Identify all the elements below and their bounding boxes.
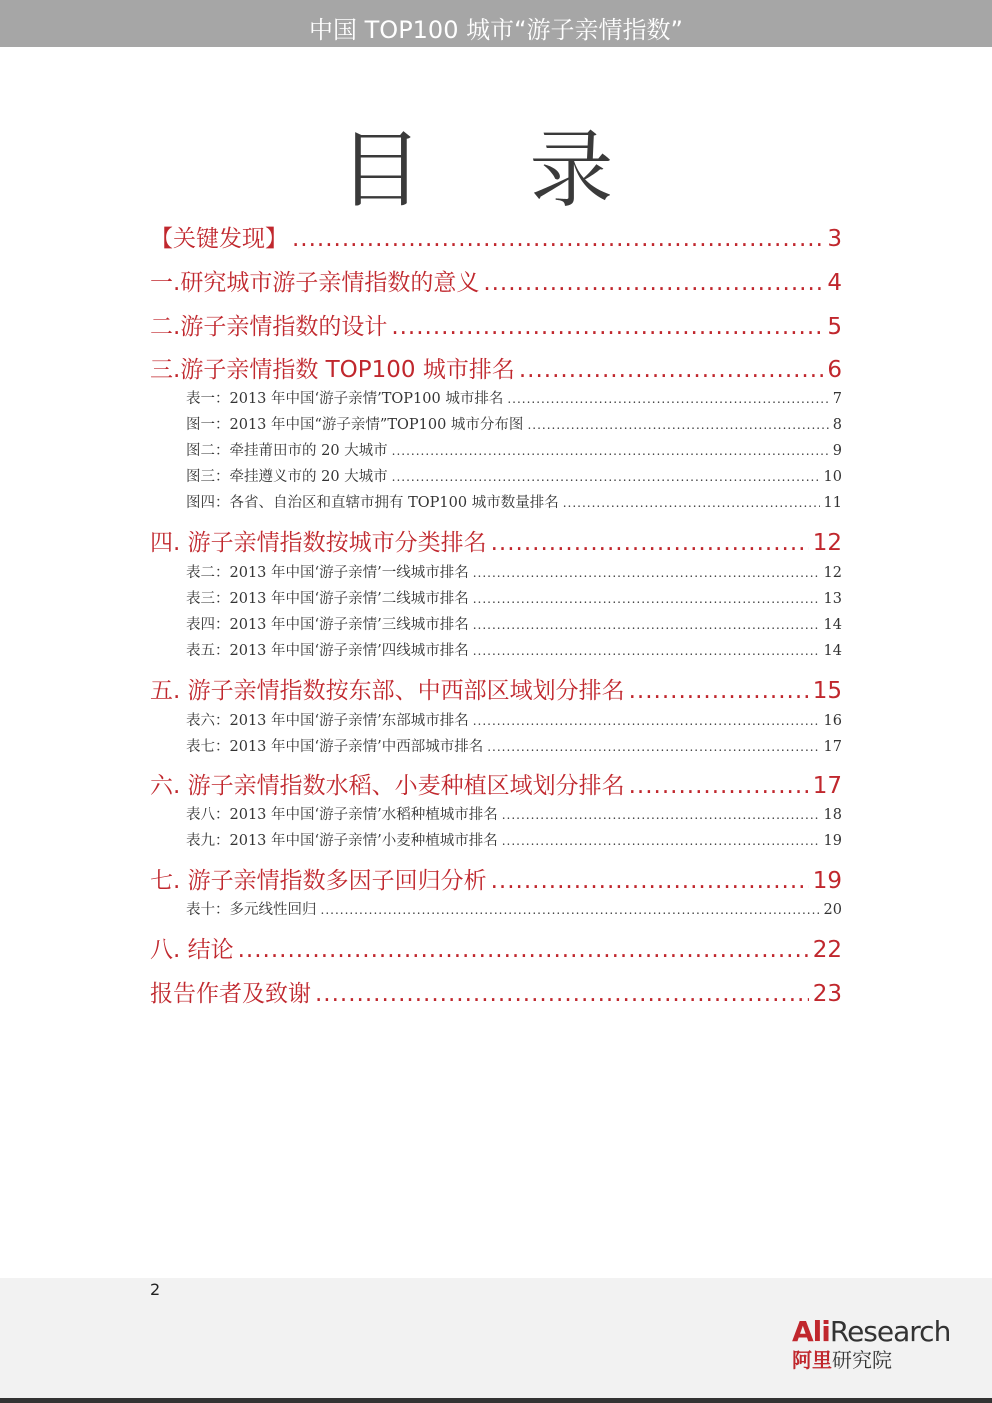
toc-page-number: 14 bbox=[823, 643, 842, 659]
toc-page-number: 18 bbox=[823, 807, 842, 823]
toc-subentry[interactable] bbox=[186, 899, 842, 921]
toc-page-number: 13 bbox=[823, 591, 842, 607]
toc-chapter-entry[interactable] bbox=[150, 310, 842, 344]
toc-dot-leader bbox=[392, 466, 820, 488]
toc-dot-leader bbox=[473, 614, 820, 636]
toc-dot-leader bbox=[238, 933, 809, 967]
toc-dot-leader bbox=[502, 830, 820, 852]
toc-entry-title: 四. 游子亲情指数按城市分类排名 bbox=[150, 530, 487, 556]
toc-entry-number: 三. bbox=[150, 357, 181, 383]
toc-page-number: 20 bbox=[823, 902, 842, 918]
toc-chapter-entry[interactable] bbox=[150, 864, 842, 898]
toc-entry-title: 六. 游子亲情指数水稻、小麦种植区域划分排名 bbox=[150, 773, 625, 799]
toc-entry-title: 表四：2013 年中国‘游子亲情’三线城市排名 bbox=[186, 617, 469, 633]
toc-subentry[interactable] bbox=[186, 562, 842, 584]
toc-subentry[interactable] bbox=[186, 804, 842, 826]
toc-page-number: 3 bbox=[827, 226, 842, 252]
toc-dot-leader bbox=[563, 492, 820, 514]
toc-chapter-entry[interactable] bbox=[150, 674, 842, 708]
toc-entry-title: 图四：各省、自治区和直辖市拥有 TOP100 城市数量排名 bbox=[186, 495, 559, 511]
toc-subentry[interactable] bbox=[186, 830, 842, 852]
toc-page-number: 5 bbox=[827, 314, 842, 340]
page-title: 目 录 bbox=[338, 121, 654, 219]
toc-entry-title: 研究城市游子亲情指数的意义 bbox=[180, 270, 480, 296]
toc-dot-leader bbox=[629, 769, 809, 803]
toc-chapter-entry[interactable] bbox=[150, 222, 842, 256]
aliresearch-logo bbox=[792, 1316, 972, 1376]
toc-dot-leader bbox=[292, 222, 823, 256]
toc-entry-title: 表三：2013 年中国‘游子亲情’二线城市排名 bbox=[186, 591, 469, 607]
toc-page-number: 12 bbox=[812, 530, 842, 556]
page-number: 2 bbox=[150, 1280, 161, 1299]
header-title: 中国 TOP100 城市“游子亲情指数” bbox=[309, 16, 683, 44]
toc-chapter-entry[interactable] bbox=[150, 353, 842, 387]
toc-page-number: 16 bbox=[823, 713, 842, 729]
toc-dot-leader bbox=[473, 710, 820, 732]
toc-dot-leader bbox=[491, 526, 809, 560]
toc-page-number: 23 bbox=[812, 981, 842, 1007]
toc-entry-number: 一. bbox=[150, 270, 181, 296]
toc-page-number: 15 bbox=[812, 678, 842, 704]
toc-page-number: 19 bbox=[812, 868, 842, 894]
toc-subentry[interactable] bbox=[186, 710, 842, 732]
toc-page-number: 22 bbox=[812, 937, 842, 963]
toc-page-number: 12 bbox=[823, 565, 842, 581]
toc-dot-leader bbox=[487, 736, 819, 758]
toc-dot-leader bbox=[473, 640, 820, 662]
toc-entry-title: 表九：2013 年中国‘游子亲情’小麦种植城市排名 bbox=[186, 833, 498, 849]
toc-dot-leader bbox=[315, 977, 809, 1011]
toc-page-number: 9 bbox=[832, 443, 842, 459]
bottom-bar bbox=[0, 1398, 992, 1403]
toc-dot-leader bbox=[473, 588, 820, 610]
toc-dot-leader bbox=[507, 388, 828, 410]
toc-entry-title: 游子亲情指数的设计 bbox=[180, 314, 388, 340]
toc-entry-title: 五. 游子亲情指数按东部、中西部区域划分排名 bbox=[150, 678, 625, 704]
toc-entry-title: 【关键发现】 bbox=[150, 226, 288, 252]
toc-entry-title: 表一：2013 年中国‘游子亲情’TOP100 城市排名 bbox=[186, 391, 504, 407]
toc-entry-title: 表八：2013 年中国‘游子亲情’水稻种植城市排名 bbox=[186, 807, 498, 823]
toc-page-number: 8 bbox=[832, 417, 842, 433]
toc-entry-title: 图一：2013 年中国“游子亲情”TOP100 城市分布图 bbox=[186, 417, 524, 433]
toc-dot-leader bbox=[629, 674, 809, 708]
toc-chapter-entry[interactable] bbox=[150, 526, 842, 560]
toc-chapter-entry[interactable] bbox=[150, 977, 842, 1011]
toc-subentry[interactable] bbox=[186, 736, 842, 758]
toc-page-number: 17 bbox=[823, 739, 842, 755]
logo-ali-text: Ali bbox=[792, 1315, 830, 1348]
toc-entry-title: 表十：多元线性回归 bbox=[186, 902, 317, 918]
logo-cn-ali: 阿里 bbox=[792, 1348, 832, 1372]
toc-entry-title: 表五：2013 年中国‘游子亲情’四线城市排名 bbox=[186, 643, 469, 659]
toc-page-number: 19 bbox=[823, 833, 842, 849]
toc-page-number: 4 bbox=[827, 270, 842, 296]
toc-page-number: 11 bbox=[823, 495, 842, 511]
toc-subentry[interactable] bbox=[186, 492, 842, 514]
toc-page-number: 17 bbox=[812, 773, 842, 799]
toc-dot-leader bbox=[391, 310, 823, 344]
toc-dot-leader bbox=[519, 353, 824, 387]
toc-page-number: 7 bbox=[832, 391, 842, 407]
toc-entry-title: 游子亲情指数 TOP100 城市排名 bbox=[180, 357, 515, 383]
toc-subentry[interactable] bbox=[186, 414, 842, 436]
toc-dot-leader bbox=[392, 440, 829, 462]
toc-subentry[interactable] bbox=[186, 614, 842, 636]
toc-subentry[interactable] bbox=[186, 388, 842, 410]
page-header bbox=[0, 0, 992, 47]
toc-dot-leader bbox=[483, 266, 823, 300]
toc-entry-title: 表二：2013 年中国‘游子亲情’一线城市排名 bbox=[186, 565, 469, 581]
toc-chapter-entry[interactable] bbox=[150, 266, 842, 300]
toc-entry-title: 七. 游子亲情指数多因子回归分析 bbox=[150, 868, 487, 894]
logo-research-text: Research bbox=[829, 1315, 951, 1348]
toc-entry-title: 表七：2013 年中国‘游子亲情’中西部城市排名 bbox=[186, 739, 484, 755]
toc-entry-title: 图三：牵挂遵义市的 20 大城市 bbox=[186, 469, 388, 485]
toc-entry-title: 图二：牵挂莆田市的 20 大城市 bbox=[186, 443, 388, 459]
toc-subentry[interactable] bbox=[186, 466, 842, 488]
toc-dot-leader bbox=[473, 562, 820, 584]
toc-entry-title: 报告作者及致谢 bbox=[150, 981, 311, 1007]
toc-page-number: 10 bbox=[823, 469, 842, 485]
toc-dot-leader bbox=[321, 899, 820, 921]
toc-dot-leader bbox=[491, 864, 809, 898]
toc-page-number: 6 bbox=[827, 357, 842, 383]
toc-entry-title: 八. 结论 bbox=[150, 937, 234, 963]
toc-subentry[interactable] bbox=[186, 640, 842, 662]
toc-dot-leader bbox=[502, 804, 820, 826]
toc-chapter-entry[interactable] bbox=[150, 769, 842, 803]
toc-entry-number: 二. bbox=[150, 314, 181, 340]
toc-chapter-entry[interactable] bbox=[150, 933, 842, 967]
toc-page-number: 14 bbox=[823, 617, 842, 633]
toc-subentry[interactable] bbox=[186, 440, 842, 462]
toc-entry-title: 表六：2013 年中国‘游子亲情’东部城市排名 bbox=[186, 713, 469, 729]
toc-subentry[interactable] bbox=[186, 588, 842, 610]
logo-cn-institute: 研究院 bbox=[832, 1348, 892, 1372]
toc-dot-leader bbox=[527, 414, 828, 436]
